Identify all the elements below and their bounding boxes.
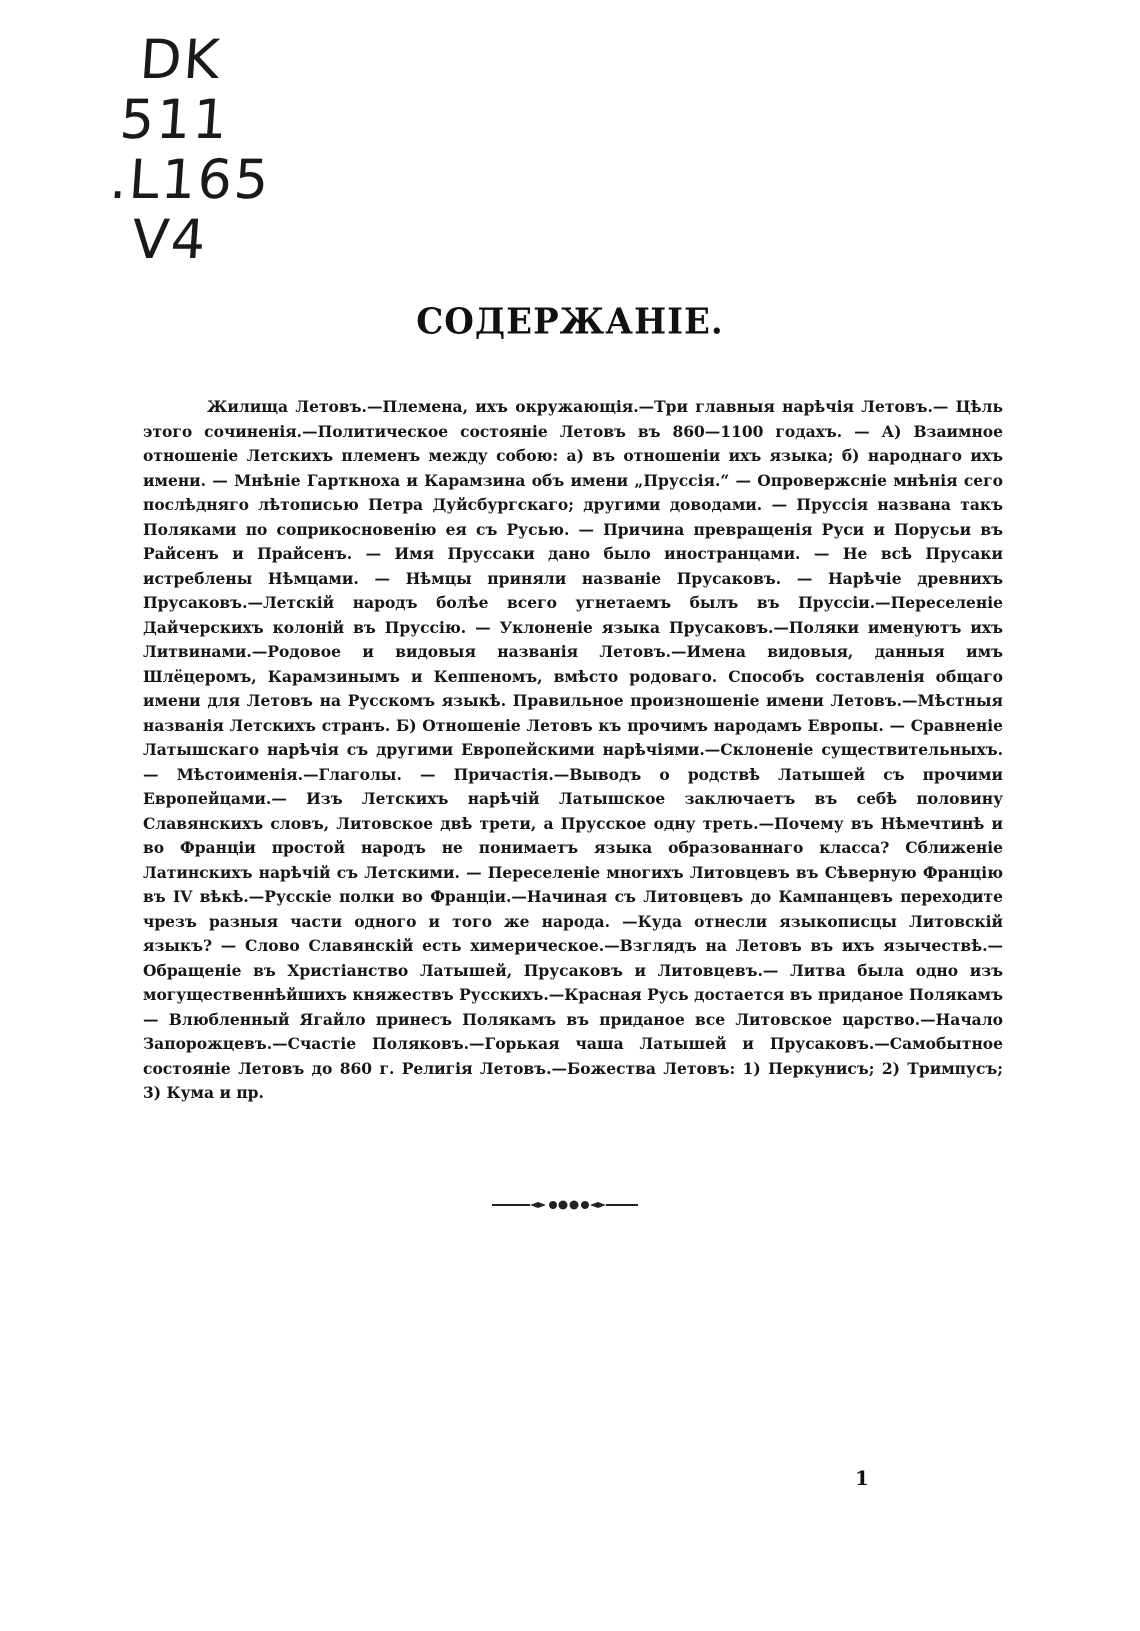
handwritten-call-number xyxy=(107,28,310,271)
call-number-line: DK xyxy=(137,28,224,91)
ornamental-divider-icon xyxy=(490,1198,640,1212)
call-number-line: .L165 xyxy=(107,148,273,211)
page-number: 1 xyxy=(855,1466,869,1490)
call-number-line: V4 xyxy=(129,208,210,271)
page-title: СОДЕРЖАНІЕ. xyxy=(416,301,724,343)
call-number-line: 511 xyxy=(117,88,232,151)
contents-paragraph: Жилища Летовъ.—Племена, ихъ окружающія.—Три главныя нарѣчія Летовъ.— Цѣль этого сочиненія.—Политическое состояніе Летовъ въ 860—1100 годахъ. — А) Взаимное отношеніе Летскихъ племенъ между собою: а) въ отношеніи ихъ языка; б) народнаго ихъ имени. — Мнѣніе Гарткноха и Карамзина объ имени „Пруссія.“ — Опровержсніе мнѣнія сего послѣдняго лѣтописью Петра Дуйсбургскаго; другими доводами. — Пруссія названа такъ Поляками по соприкосновенію ея съ Русью. — Причина превращенія Руси и Порусьи въ Райсенъ и Прайсенъ. — Имя Пруссаки дано было иностранцами. — Не всѣ Прусаки истреблены Нѣмцами. — Нѣмцы приняли названіе Прусаковъ. — Нарѣчіе древнихъ Прусаковъ.—Летскій народъ болѣе всего угнетаемъ былъ въ Пруссіи.—Переселеніе Дайчерскихъ колоній въ Пруссію. — Уклоненіе языка Прусаковъ.—Поляки именуютъ ихъ Литвинами.—Родовое и видовыя названія Летовъ.—Имена видовыя, данныя имъ Шлёцеромъ, Карамзинымъ и Кеппеномъ, вмѣсто родоваго. Способъ составленія общаго имени для Летовъ на Русскомъ языкѣ. Правильное произношеніе имени Летовъ.—Мѣстныя названія Летскихъ странъ. Б) Отношеніе Летовъ къ прочимъ народамъ Европы. — Сравненіе Латышскаго нарѣчія съ другими Европейскими нарѣчіями.—Склоненіе существительныхъ. — Мѣстоименія.—Глаголы. — Причастія.—Выводъ о родствѣ Латышей съ прочими Европейцами.— Изъ Летскихъ нарѣчій Латышское заключаетъ въ себѣ половину Славянскихъ словъ, Литовское двѣ трети, а Прусское одну треть.—Почему въ Нѣмечтинѣ и во Франціи простой народъ не понимаетъ языка образованнаго класса? Сближеніе Латинскихъ нарѣчій съ Летскими. — Переселеніе многихъ Литовцевъ въ Сѣверную Францію въ IV вѣкѣ.—Русскіе полки во Франціи.—Начиная съ Литовцевъ до Кампанцевъ переходите чрезъ разныя части одного и того же народа. —Куда отнесли языкописцы Литовскій языкъ? — Слово Славянскій есть химерическое.—Взглядъ на Летовъ въ ихъ язычествѣ.—Обращеніе въ Христіанство Латышей, Прусаковъ и Литовцевъ.— Литва была одно изъ могущественнѣйшихъ княжествъ Русскихъ.—Красная Русь достается въ приданое Полякамъ — Влюбленный Ягайло принесъ Полякамъ въ приданое все Литовское царство.—Начало Запорожцевъ.—Счастіе Поляковъ.—Горькая чаша Латышей и Прусаковъ.—Самобытное состояніе Летовъ до 860 г. Религія Летовъ.—Божества Летовъ: 1) Перкунисъ; 2) Тримпусъ; 3) Кума и пр. xyxy=(143,397,1003,1102)
